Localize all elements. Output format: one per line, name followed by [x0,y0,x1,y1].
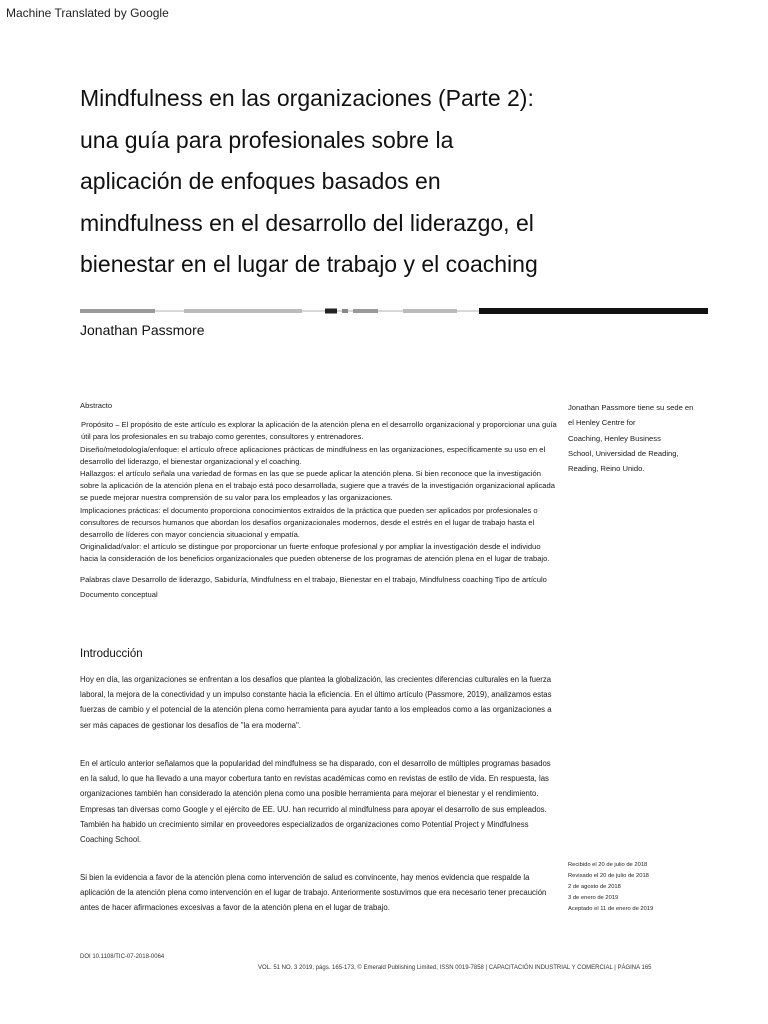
affiliation-line: Jonathan Passmore tiene su sede en [568,403,694,412]
title-line: Mindfulness en las organizaciones (Parte 2): [80,85,534,111]
abstract-design: Diseño/metodología/enfoque: el artículo ofrece aplicaciones prácticas de mindfulness en las organizaciones, específicamente su uso en el desarrollo del liderazgo, el bienestar organizacional y el coaching. [80,444,546,466]
date-revised: Revisado el 20 de julio de 2018 [568,873,649,879]
paragraph-text: En el artículo anterior señalamos que la popularidad del mindfulness se ha disparado, con el desarrollo de múltiples programas basados en la salud, lo que ha llevado a una mayor cobertura tanto en revistas académicas como en revistas de estilo de vida. En respuesta, las organizaciones también han considerado la atención plena como una posible herramienta para mejorar el bienestar y el rendimiento. Empresas tan diversas como Google y el ejército de EE. UU. han recurrido al mindfulness para apoyar el desarrollo de sus empleados. También ha habido un crecimiento similar en proveedores especializados de organizaciones como Potential Project y Mindfulness Coaching School. [80,759,551,845]
affiliation-line: School, Universidad de Reading, [568,448,679,458]
journal-footer: VOL. 51 NO. 3 2019, págs. 165-173, © Emerald Publishing Limited, ISSN 0019-7858 | CAPACITACIÓN INDUSTRIAL Y COMERCIAL | PÁGINA 165 [258,965,652,971]
section-heading-introduction: Introducción [80,648,143,660]
title-line: una guía para profesionales sobre la [80,126,454,153]
abstract-block [80,400,560,602]
submission-dates [568,860,728,915]
affiliation-line: el Henley Centre for [568,418,636,428]
paragraph-text: Hoy en día, las organizaciones se enfrentan a los desafíos que plantea la globalización, las crecientes diferencias culturales en la fuerza laboral, la mejora de la conectividad y un impulso constante hacia la eficiencia. En el último artículo (Passmore, 2019), analizamos estas fuerzas de cambio y el potencial de la atención plena como herramienta para ayudar tanto a los empleados como a las organizaciones a ser más capaces de gestionar los desafíos de "la era moderna". [80,675,552,730]
abstract-purpose: Propósito – El propósito de este artículo es explorar la aplicación de la atención plena en el desarrollo organizacional y proporcionar una guía útil para los profesionales en su trabajo como gerentes, consultores y entrenadores. [81,420,557,442]
date-revised-3: 3 de enero de 2019 [568,895,619,901]
body-paragraph [80,672,552,733]
abstract-implications: Implicaciones prácticas: el documento proporciona conocimientos extraídos de la práctica que pueden ser aplicados por profesionales o consultores de recursos humanos que abordan los desafíos organizacionales modernos, desde el estrés en el lugar de trabajo hasta el desarrollo de líderes con mayor conciencia situacional y empatía. [80,505,538,540]
body-paragraph [80,756,552,847]
title-line: bienestar en el lugar de trabajo y el coaching [80,251,538,277]
affiliation-line: Reading, Reino Unido. [568,464,645,474]
date-revised-2: 2 de agosto de 2018 [568,884,621,890]
body-paragraph [80,870,562,916]
machine-translation-banner: Machine Translated by Google [6,6,169,20]
abstract-label: Abstracto [80,401,113,410]
doi-link[interactable]: DOI 10.1108/TIC-07-2018-0064 [80,954,165,960]
author-affiliation [568,400,718,476]
abstract-originality: Originalidad/valor: el artículo se distingue por proporcionar un fuerte enfoque profesional y por ampliar la investigación desde el individuo hacia la consideración de los beneficios organizacionales que pueden obtenerse de los programas de atención plena en el lugar de trabajo. [80,542,550,564]
date-accepted: Aceptado el 11 de enero de 2019 [568,906,654,912]
title-line: aplicación de enfoques basados en [80,168,441,194]
abstract-keywords: Palabras clave Desarrollo de liderazgo, Sabiduría, Mindfulness en el trabajo, Bienestar en el trabajo, Mindfulness coaching Tipo de artículo Documento conceptual [80,574,547,599]
abstract-findings: Hallazgos: el artículo señala una variedad de formas en las que se puede aplicar la atención plena. Si bien reconoce que la investigación sobre la aplicación de la atención plena en el trabajo está poco desarrollada, sugiere que a través de la investigación organizacional aplicada se puede mejorar nuestra comprensión de su valor para los empleados y las organizaciones. [80,469,555,503]
affiliation-line: Coaching, Henley Business [568,433,661,443]
paragraph-text: Si bien la evidencia a favor de la atención plena como intervención de salud es convincente, hay menos evidencia que respalde la aplicación de la atención plena como intervención en el lugar de trabajo. Anteriormente sostuvimos que era necesario tener precaución antes de hacer afirmaciones excesivas a favor de la atención plena en el lugar de trabajo. [80,873,547,913]
title-line: mindfulness en el desarrollo del liderazgo, el [80,209,534,236]
decorative-divider [80,308,708,314]
date-received: Recibido el 20 de julio de 2018 [568,862,648,868]
author-name: Jonathan Passmore [80,322,205,338]
article-title [80,78,640,286]
